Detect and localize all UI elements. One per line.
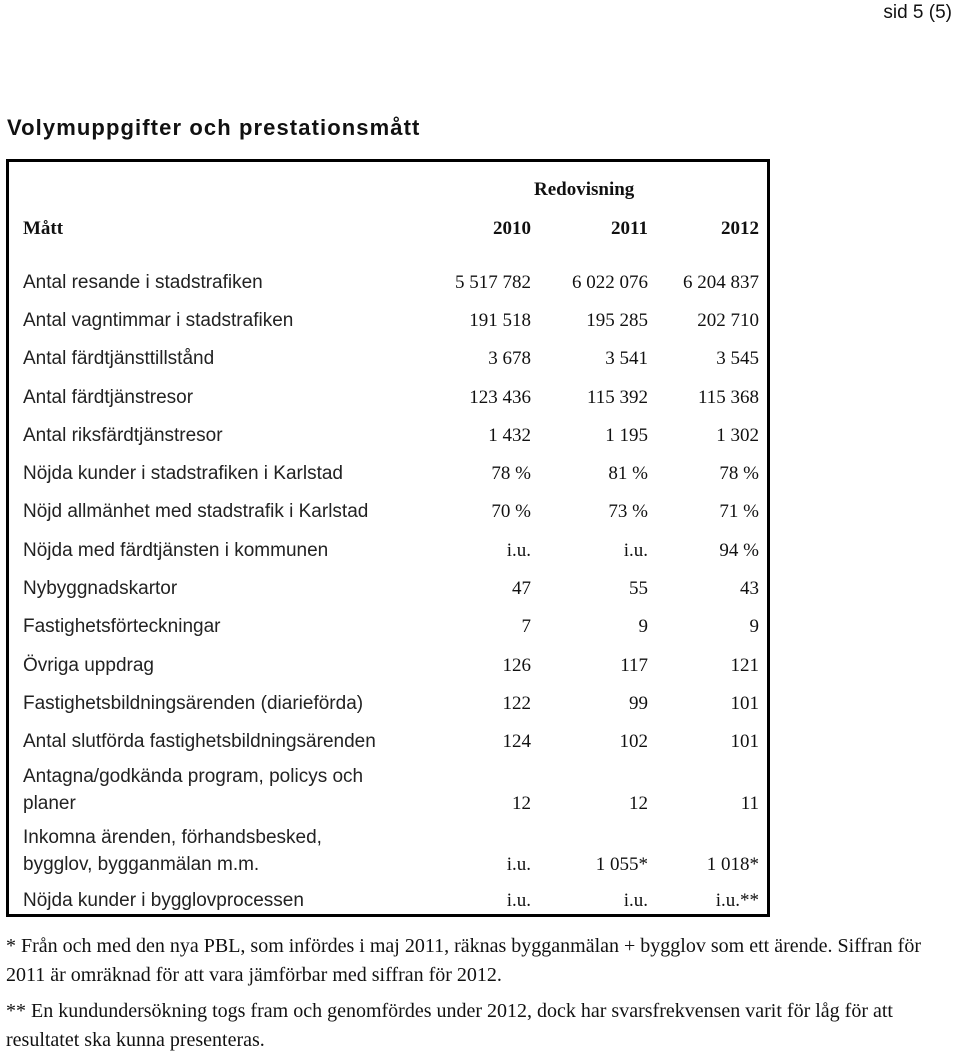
column-header-2011: 2011 [611,218,648,239]
cell-2012: 43 [740,578,759,599]
row-label: Antal riksfärdtjänstresor [23,425,223,446]
cell-2010: 124 [502,731,531,752]
footnotes [6,932,956,1055]
cell-2011: 55 [629,578,648,599]
cell-2011: 6 022 076 [572,272,648,293]
row-label: Antagna/godkända program, policys och [23,766,364,787]
footnote-survey: ** En kundundersökning togs fram och genomfördes under 2012, dock har svarsfrekvensen varit för låg för att resultatet ska kunna presenteras. [6,1000,893,1051]
metrics-table [6,159,770,917]
cell-2011: 81 % [608,463,648,484]
cell-2011: 102 [619,731,648,752]
cell-2012: 3 545 [716,348,759,369]
group-header-redovisning: Redovisning [534,179,635,200]
row-label: Nöjd allmänhet med stadstrafik i Karlstad [23,501,369,522]
cell-2012: 202 710 [697,310,759,331]
cell-2011: 195 285 [586,310,648,331]
cell-2012: 71 % [719,501,759,522]
cell-2011: 3 541 [605,348,648,369]
row-label: Nöjda kunder i bygglovprocessen [23,890,304,911]
cell-2010: 122 [502,693,531,714]
page-title: Volymuppgifter och prestationsmått [7,115,421,140]
cell-2010: 47 [512,578,531,599]
row-label-continued: bygglov, bygganmälan m.m. [23,854,260,875]
cell-2010: 70 % [491,501,531,522]
cell-2011: 1 055* [595,854,648,875]
cell-2011: 115 392 [586,387,648,408]
cell-2011: 117 [620,655,648,676]
cell-2012: 6 204 837 [683,272,759,293]
cell-2012: i.u.** [715,890,759,911]
cell-2010: 3 678 [488,348,531,369]
cell-2011: 9 [638,616,648,637]
page-number: sid 5 (5) [883,2,952,23]
cell-2012: 1 302 [716,425,759,446]
cell-2012: 115 368 [697,387,759,408]
column-header-2010: 2010 [493,218,531,239]
cell-2010: 12 [512,793,531,814]
cell-2010: 126 [502,655,531,676]
row-label: Antal vagntimmar i stadstrafiken [23,310,294,331]
cell-2012: 101 [730,731,759,752]
cell-2010: 7 [521,616,531,637]
column-header-matt: Mått [23,218,64,239]
row-label: Antal slutförda fastighetsbildningsärenden [23,731,376,752]
cell-2010: 5 517 782 [455,272,531,293]
cell-2011: 1 195 [605,425,648,446]
row-label: Antal resande i stadstrafiken [23,272,263,293]
cell-2012: 94 % [719,540,759,561]
cell-2012: 78 % [719,463,759,484]
row-label: Fastighetsförteckningar [23,616,221,637]
row-label: Inkomna ärenden, förhandsbesked, [23,827,322,848]
row-label: Antal färdtjänsttillstånd [23,348,215,369]
row-label: Nöjda kunder i stadstrafiken i Karlstad [23,463,343,484]
cell-2011: 73 % [608,501,648,522]
row-label: Antal färdtjänstresor [23,387,194,408]
cell-2010: 1 432 [488,425,531,446]
row-label: Nybyggnadskartor [23,578,178,599]
cell-2011: i.u. [623,540,648,561]
cell-2012: 9 [749,616,759,637]
cell-2011: 12 [629,793,648,814]
row-label: Övriga uppdrag [23,655,154,676]
row-label-continued: planer [23,793,76,814]
cell-2010: i.u. [506,854,531,875]
row-label: Nöjda med färdtjänsten i kommunen [23,540,329,561]
cell-2010: 123 436 [469,387,531,408]
footnote-pbl: * Från och med den nya PBL, som infördes i maj 2011, räknas bygganmälan + bygglov som ett ärende. Siffran för 2011 är omräknad för att vara jämförbar med siffran för 2012. [6,935,921,986]
cell-2010: i.u. [506,540,531,561]
cell-2012: 1 018* [706,854,759,875]
cell-2012: 101 [730,693,759,714]
cell-2011: i.u. [623,890,648,911]
cell-2010: i.u. [506,890,531,911]
cell-2012: 121 [730,655,759,676]
cell-2011: 99 [629,693,648,714]
row-label: Fastighetsbildningsärenden (diarieförda) [23,693,364,714]
cell-2010: 191 518 [469,310,531,331]
column-header-2012: 2012 [721,218,759,239]
cell-2012: 11 [740,793,759,814]
cell-2010: 78 % [491,463,531,484]
